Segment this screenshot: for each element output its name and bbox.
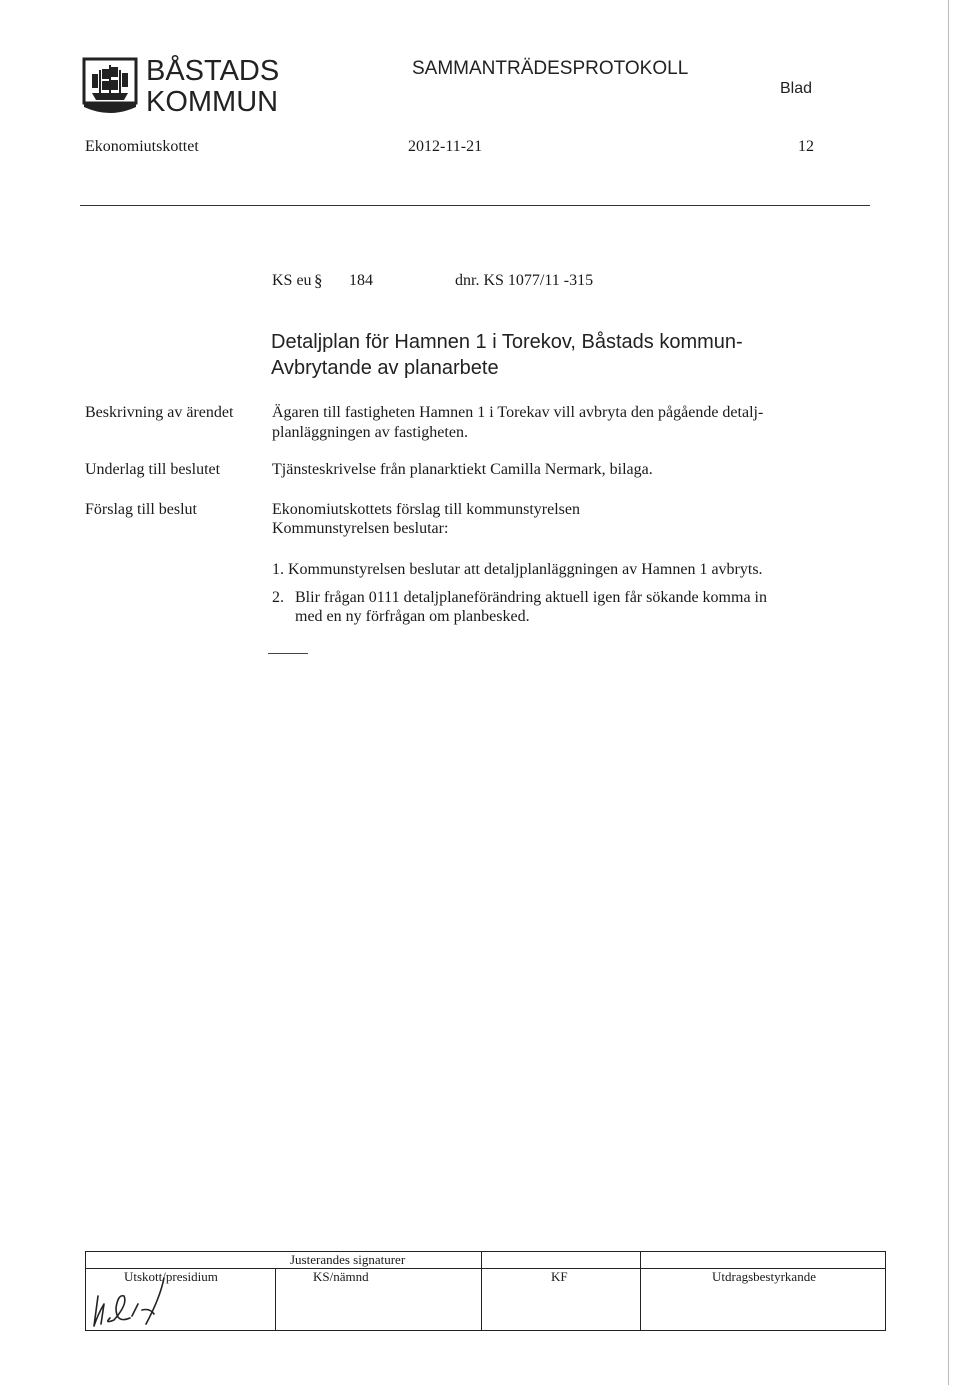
underlag-label: Underlag till beslutet	[85, 461, 221, 478]
underlag-text: Tjänsteskrivelse från planarktiekt Camilla Nermark, bilaga.	[272, 461, 653, 478]
scan-margin-line	[948, 0, 949, 1385]
signature-box-col-divider	[481, 1251, 482, 1331]
signature-box-col-divider	[275, 1268, 276, 1331]
decision-item-1: 1. Kommunstyrelsen beslutar att detaljplanläggningen av Hamnen 1 avbryts.	[272, 561, 763, 578]
document-type: SAMMANTRÄDESPROTOKOLL	[412, 58, 689, 79]
municipal-coat-of-arms-icon	[82, 57, 138, 117]
forslag-text-line2: Kommunstyrelsen beslutar:	[272, 520, 449, 537]
handwritten-signature	[84, 1274, 224, 1330]
beskrivning-text-line1: Ägaren till fastigheten Hamnen 1 i Torekav vill avbryta den pågående detalj-	[272, 404, 764, 421]
forslag-text-line1: Ekonomiutskottets förslag till kommunstyrelsen	[272, 501, 580, 518]
reference-prefix: KS eu	[272, 272, 312, 289]
signature-col-utdrag: Utdragsbestyrkande	[712, 1269, 816, 1284]
committee-name: Ekonomiutskottet	[85, 138, 199, 155]
page-number: 12	[798, 138, 814, 155]
signature-box-col-divider	[640, 1251, 641, 1331]
beskrivning-text-line2: planläggningen av fastigheten.	[272, 424, 468, 441]
paragraph-number: 184	[349, 272, 373, 289]
end-of-section-dash	[268, 653, 308, 654]
item-title-line1: Detaljplan för Hamnen 1 i Torekov, Båstads kommun-	[271, 331, 743, 353]
municipality-name-line1: BÅSTADS	[146, 55, 280, 87]
signature-col-kf: KF	[551, 1269, 568, 1284]
meeting-date: 2012-11-21	[408, 138, 483, 155]
diary-number: dnr. KS 1077/11 -315	[455, 272, 594, 289]
municipality-name-line2: KOMMUN	[146, 86, 279, 118]
signature-col-ks: KS/nämnd	[313, 1269, 369, 1284]
decision-item-2-line1: Blir frågan 0111 detaljplaneförändring aktuell igen får sökande komma in	[295, 589, 767, 606]
item-title-line2: Avbrytande av planarbete	[271, 357, 499, 379]
decision-item-2-line2: med en ny förfrågan om planbesked.	[295, 608, 530, 625]
decision-item-2-number: 2.	[272, 589, 284, 606]
signature-box-heading: Justerandes signaturer	[290, 1252, 406, 1267]
beskrivning-label: Beskrivning av ärendet	[85, 404, 234, 421]
blad-label: Blad	[780, 80, 813, 97]
header-divider	[80, 205, 870, 206]
signature-col-utskott: Utskott/presidium	[124, 1269, 218, 1284]
section-symbol: §	[314, 271, 323, 290]
forslag-label: Förslag till beslut	[85, 501, 197, 518]
